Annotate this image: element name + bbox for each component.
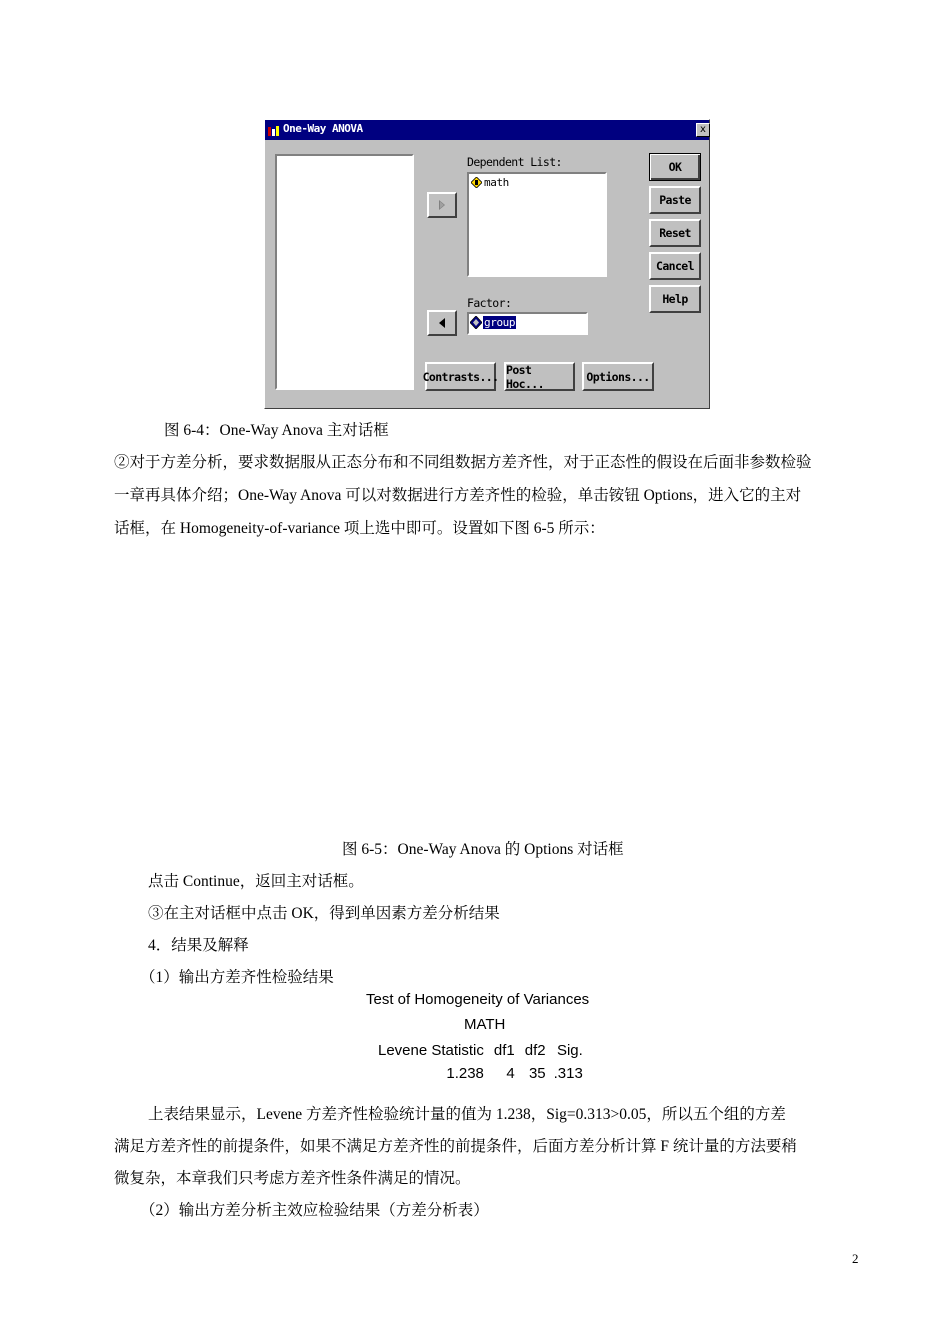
post-hoc-button[interactable]: Post Hoc... bbox=[504, 362, 575, 391]
paragraph-line: ②对于方差分析，要求数据服从正态分布和不同组数据方差齐性，对于正态性的假设在后面非参数检验 bbox=[114, 454, 812, 471]
cell-df2: 35 bbox=[528, 1065, 546, 1082]
source-variable-list[interactable] bbox=[275, 154, 414, 390]
dialog-titlebar[interactable] bbox=[265, 120, 709, 140]
header-df2: df2 bbox=[524, 1042, 546, 1059]
one-way-anova-dialog bbox=[264, 119, 710, 409]
header-sig: Sig. bbox=[556, 1042, 583, 1059]
paste-button[interactable]: Paste bbox=[649, 186, 701, 214]
cell-df1: 4 bbox=[506, 1065, 515, 1082]
cell-levene-statistic: 1.238 bbox=[446, 1065, 484, 1082]
dependent-list-label: Dependent List: bbox=[467, 155, 562, 169]
help-button[interactable]: Help bbox=[649, 285, 701, 313]
close-icon: x bbox=[700, 124, 706, 135]
figure-caption-6-5: 图 6-5：One-Way Anova 的 Options 对话框 bbox=[342, 841, 624, 858]
cancel-button[interactable]: Cancel bbox=[649, 252, 701, 280]
nominal-variable-icon bbox=[470, 316, 482, 329]
paragraph-line: 话框，在 Homogeneity-of-variance 项上选中即可。设置如下图 6-5 所示： bbox=[114, 520, 605, 537]
paragraph-homogeneity bbox=[114, 450, 864, 549]
header-levene-statistic: Levene Statistic bbox=[378, 1042, 484, 1059]
paragraph-interpretation bbox=[114, 1102, 864, 1198]
header-df1: df1 bbox=[493, 1042, 515, 1059]
levene-table bbox=[372, 1040, 585, 1086]
paragraph-line: 上表结果显示，Levene 方差齐性检验统计量的值为 1.238，Sig=0.313>0.05，所以五个组的方差 bbox=[148, 1106, 786, 1123]
continue-line: 点击 Continue，返回主对话框。 bbox=[148, 873, 364, 890]
arrow-left-icon bbox=[437, 317, 447, 329]
list-item[interactable] bbox=[471, 176, 509, 189]
figure-caption-6-4: 图 6-4：One-Way Anova 主对话框 bbox=[164, 422, 389, 439]
factor-field[interactable] bbox=[467, 312, 588, 335]
subheading-anova-output: （2）输出方差分析主效应检验结果（方差分析表） bbox=[140, 1202, 489, 1219]
options-button[interactable]: Options... bbox=[582, 362, 654, 391]
table-subtitle: MATH bbox=[464, 1016, 506, 1033]
table-header-row bbox=[372, 1040, 585, 1061]
paragraph-line: 一章再具体介绍；One-Way Anova 可以对数据进行方差齐性的检验，单击铵钮 Options，进入它的主对 bbox=[114, 487, 802, 504]
cell-sig: .313 bbox=[553, 1065, 583, 1082]
factor-value: group bbox=[484, 316, 516, 329]
section-heading-results: 4．结果及解释 bbox=[148, 937, 249, 954]
arrow-right-icon bbox=[437, 199, 447, 211]
factor-label: Factor: bbox=[467, 296, 512, 310]
dependent-list[interactable] bbox=[467, 172, 607, 277]
ok-button[interactable]: OK bbox=[649, 153, 701, 181]
table-row bbox=[372, 1061, 585, 1086]
contrasts-button[interactable]: Contrasts... bbox=[425, 362, 496, 391]
table-title: Test of Homogeneity of Variances bbox=[366, 991, 590, 1008]
scale-variable-icon bbox=[471, 177, 482, 188]
move-to-dependent-button[interactable] bbox=[427, 192, 457, 218]
close-button[interactable] bbox=[696, 123, 710, 137]
ok-line: ③在主对话框中点击 OK，得到单因素方差分析结果 bbox=[148, 905, 500, 922]
page-number: 2 bbox=[852, 1251, 859, 1266]
paragraph-line: 满足方差齐性的前提条件，如果不满足方差齐性的前提条件，后面方差分析计算 F 统计量的方法要稍 bbox=[114, 1138, 797, 1155]
dependent-item-math: math bbox=[484, 176, 509, 189]
move-to-factor-button[interactable] bbox=[427, 310, 457, 336]
reset-button[interactable]: Reset bbox=[649, 219, 701, 247]
dialog-title: One-Way ANOVA bbox=[283, 122, 363, 135]
subheading-homogeneity-output: （1）输出方差齐性检验结果 bbox=[140, 969, 334, 986]
paragraph-line: 微复杂，本章我们只考虑方差齐性条件满足的情况。 bbox=[114, 1170, 471, 1187]
app-icon bbox=[268, 123, 281, 136]
